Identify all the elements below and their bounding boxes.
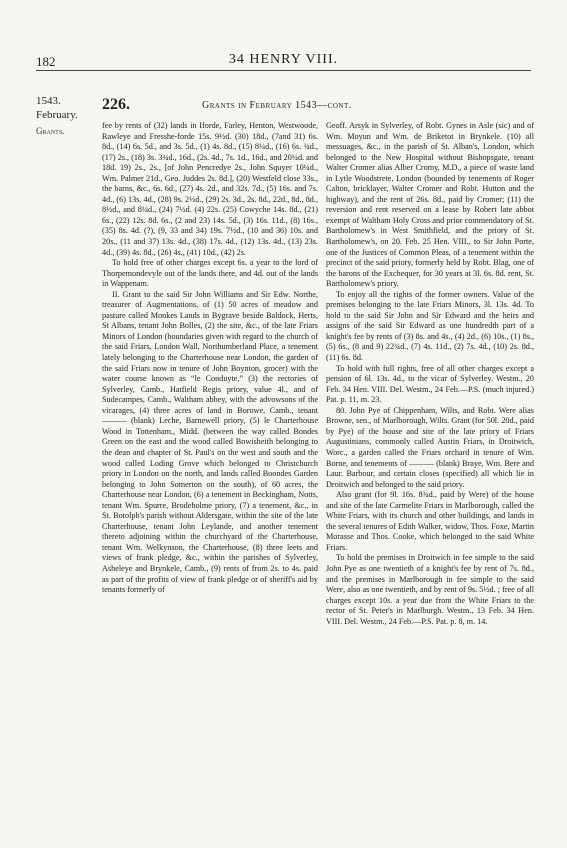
entry-title: Grants in February 1543—cont. (202, 100, 352, 111)
paragraph: To hold free of other charges except 6s. a year to the lord of Thorpemondevyle out of the lands there, and 4d. out of the lands in Wappenam. (102, 258, 318, 289)
paragraph: To enjoy all the rights of the former owners. Value of the premises belonging to the late Friars Minors, 3l. 13s. 4d. To hold to the said Sir John and Sir Edward and the heirs and assigns of the said Sir Edward as one hundredth part of a knight's fee by rents of (3) 8s. and 4s., (4) 2d., (6) 10s., (1) 8s., (5) 6s., (8 and 9) 22¾d., (7) 4s. 11d., (2) 7s. 4d., (10) 2s. 8d., (11) 6s. 8d. (326, 289, 534, 363)
page-number: 182 (36, 54, 56, 69)
margin-notes (36, 94, 96, 138)
left-column (102, 121, 318, 596)
running-title: 34 HENRY VIII. (228, 52, 339, 67)
paragraph: II. Grant to the said Sir John Williams and Sir Edw. Northe, treasurer of Augmentations, of (1) 50 acres of meadow and pasture called Monkes Lands in Bygrave beside Baldock, Herts, St Albans, tenant John Bolles, (2) the site, &c., of the late Friars Minors of London (boundaries given with regard to the church of the said Friars, London Wall, Northumberland Place, a tenement lately belonging to the Charterhouse near London, the garden of the said Friars now in tenure of John Boynton, grocer) with the water course known as “le Conduyte,” (3) the rectories of Sylverley, Camb., Hatfield Regis priory, value 4l., and of Sudecampes, Camb., Waltham abbey, with the advowsons of the vicarages, (4) three acres of land in Borowe, Camb., tenant ——— (blank) Leche, Barnewell priory, (5) le Charterhouse Wood in Tottenham., Midd. (between the way called Bondes Green on the east and the wood called Bowisheith belonging to the dean and chapter of St. Paul's on the west and south and the wood called Loding Grove which belonged to Christchurch priory in London on the north, and lands called Boondes Garden belonging to John Somerton on the south), of 60 acres, the Charterhouse near London, (6) a tenement in Beckingham, Notts, tenant Wm. Spurre, Brodeholme priory, (7) a tenement, &c., in St. Botolph's parish without Aldersgate, within the site of the late Charterhouse, tenant John Leylande, and another tenement thereto adjoining within the churchyard of the Charterhouse, tenant Wm. Welkynson, the Charterhouse, (8) three leets and views of frank pledge, &c., within the parishes of Sylverley, Asheleye and Brynkele, Camb., (9) rents of from 2s. to 4s. paid as part of the profits of view of frank pledge or of sheriff's aid by tenants formerly of (102, 289, 318, 595)
margin-month: February. (36, 109, 78, 121)
paragraph: Geoff. Arsyk in Sylverley, of Robt. Gynes in Asle (sic) and of Wm. Moyun and Wm. de Briketot in Brynkele. (10) all messuages, &c., in the parish of St. Alban's, London, which belonged to the New Hospital without Bishopsgate, tenant Walter Cromer alias Alber Cromy, M.D., a piece of waste land in Lytle Woodstrete, London (bounded by tenements of Roger Calton, bricklayer, Walter Cromer and Robt. Hutton and the highway), and the rent of 26s. 8d., paid by Cromer; (11) the reversion and rent reserved on a lease by Robert late abbot exempt of Waltham Holy Cross and prior commendatory of St. Bartholomew's in West Smithfield, and the priory of St. Bartholomew's, on 20. Feb. 25 Hen. VIII., to Sir John Porte, one of the Justices of Common Pleas, of a tenement within the precinct of the said priory, formerly held by Robt. Blag, one of the barons of the Exchequer, for 30 years at 3l. 6s. 8d. rent, St. Bartholomew's priory. (326, 121, 534, 289)
paragraph: Also grant (for 9l. 16s. 8¾d., paid by Were) of the house and site of the late Carmelite Friars in Marlborough, called the White Friars, with its church and other buildings, and lands in the several tenures of Edith Walker, widow, Thos. Foxe, Martin Morasse and Thos. Cooke, which belonged to the said White Friars. (326, 490, 534, 552)
margin-year: 1543. (36, 95, 61, 107)
entry-number: 226. (102, 96, 130, 113)
paragraph: 80. John Pye of Chippenham, Wilts, and Robt. Were alias Browne, sen., of Marlborough, Wilts. Grant (for 50l. 20d., paid by Pye) of the house and site of the late priory of Friars Augustinians, commonly called Austin Friars, in Droitwich, Worc., a garden called the Friars orchard in tenure of Wm. Borne, and tenements of ——— (blank) Braye, Wm. Bere and Laur. Barbour, and certain closes (specified) all which lie in Droitwich and belonged to the said priory. (326, 405, 534, 489)
entry-heading (102, 96, 531, 114)
paragraph: To hold the premises in Droitwich in fee simple to the said John Pye as one twentieth of a knight's fee by rent of 7s. 8d., and the premises in Marlborough in fee simple to the said Were, also as one twentieth, and by rent of 9s. 5½d. ; free of all charges except 10s. a year due from the White Friars to the rector of St. Peter's in Marlburgh. Westm., 13 Feb. 34 Hen. VIII. Del. Westm., 24 Feb.—P.S. Pat. p. 8, m. 14. (326, 553, 534, 626)
paragraph: fee by rents of (32) lands in Iforde, Farley, Henton, Westwoode, Rawleye and Fresshe-forde 15s. 9½d. (30) 18d., (7and 31) 6s. 8d., (14) 6s. 5d., and 3s. 5d., (1) 4s. 8d., (15) 8¼d., (16) 6s. ¾d., (17) 2s., (18) 3s. 3¾d., 16d., (2s. 4d., 7s. 1d., 16d., and 20¼d. and 18d. 19) 2s., 2s., [of John Pencredye 2s., John Squyer 10¼d., Wm. Palmer 21d., Geo. Juddes 2s. 8d.], (20) Westfeld close 33s., the barns, &c., 6s. 6d., (27) 4s. 2d., and 32s. 7d., (5) 16s. and 7s. 4d., (6) 13s. 4d., (28) 9s. 2½d., (29) 2s. 3d., 2s. 8d., 22d., 8d., 8d., 8½d., and 8¼d., (24) 7½d. (4) 22s. (25) Cowyche 14s. 8d., (21) 6s., (22) 12s. 8d. 6s., (2 and 23) 14s. 5d., (3) 16s. 11d., (8) 16s., (35) 8s. 4d. (?), (9, 33 and 34) 19s. 7½d., (10 and 36) 10s. and 20s., (11 and 37) 13s. 4d., (38) 17s. 4d., (12) 13s. 4d., (13) 23s. 4d., (39) 4s. 8d., (26) 4s., (41) 10d., (42) 2s. (102, 121, 318, 257)
right-column (326, 121, 534, 627)
margin-section: Grants. (36, 126, 65, 136)
page-header (36, 50, 531, 71)
paragraph: To hold with full rights, free of all other charges except a pension of 6l. 13s. 4d., to the vicar of Sylverley. Westm., 20 Feb. 34 Hen. VIII. Del. Westm., 24 Feb.—P.S. (much injured.) Pat. p. 11, m. 23. (326, 363, 534, 405)
